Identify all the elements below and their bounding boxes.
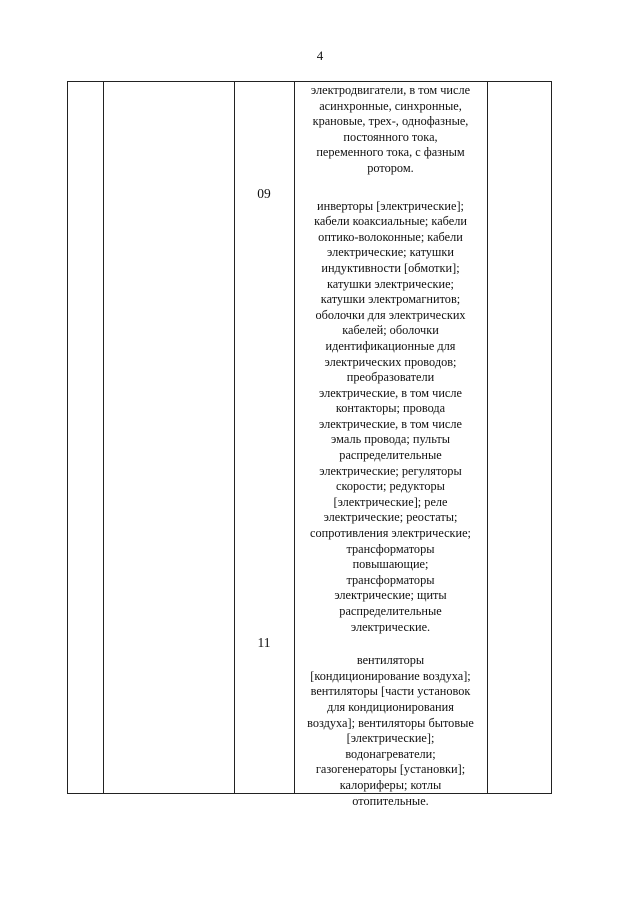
column-divider-1 bbox=[103, 82, 104, 793]
goods-list-class-09: инверторы [электрические]; кабели коаксиальные; кабели оптико-волоконные; кабели электрические; катушки индуктивности [обмотки]; катушки электрические; катушки электромагнитов; оболочки для электрических кабелей; оболочки идентификационные для электрических проводов; преобразователи электрические, в том числе контакторы; провода электрические, в том числе эмаль провода; пульты распределительные электрические; регуляторы скорости; редукторы [электрические]; реле электрические; реостаты; сопротивления электрические; трансформаторы повышающие; трансформаторы электрические; щиты распределительные электрические. bbox=[310, 198, 471, 634]
class-code-11: 11 bbox=[257, 635, 271, 650]
class-code-09: 09 bbox=[257, 186, 271, 201]
goods-list-electric-motors: электродвигатели, в том числе асинхронные, синхронные, крановые, трех-, однофазные, постоянного тока, переменного тока, с фазным ротором. bbox=[310, 83, 471, 175]
goods-classification-table bbox=[67, 81, 552, 808]
page-number: 4 bbox=[316, 48, 324, 63]
goods-description-cell bbox=[294, 82, 487, 809]
column-divider-4 bbox=[487, 82, 488, 793]
goods-list-class-11: вентиляторы [кондиционирование воздуха]; вентиляторы [части установок для кондиционирования воздуха]; вентиляторы бытовые [электрические]; водонагреватели; газогенераторы [установки]; калориферы; котлы отопительные. bbox=[307, 653, 474, 808]
